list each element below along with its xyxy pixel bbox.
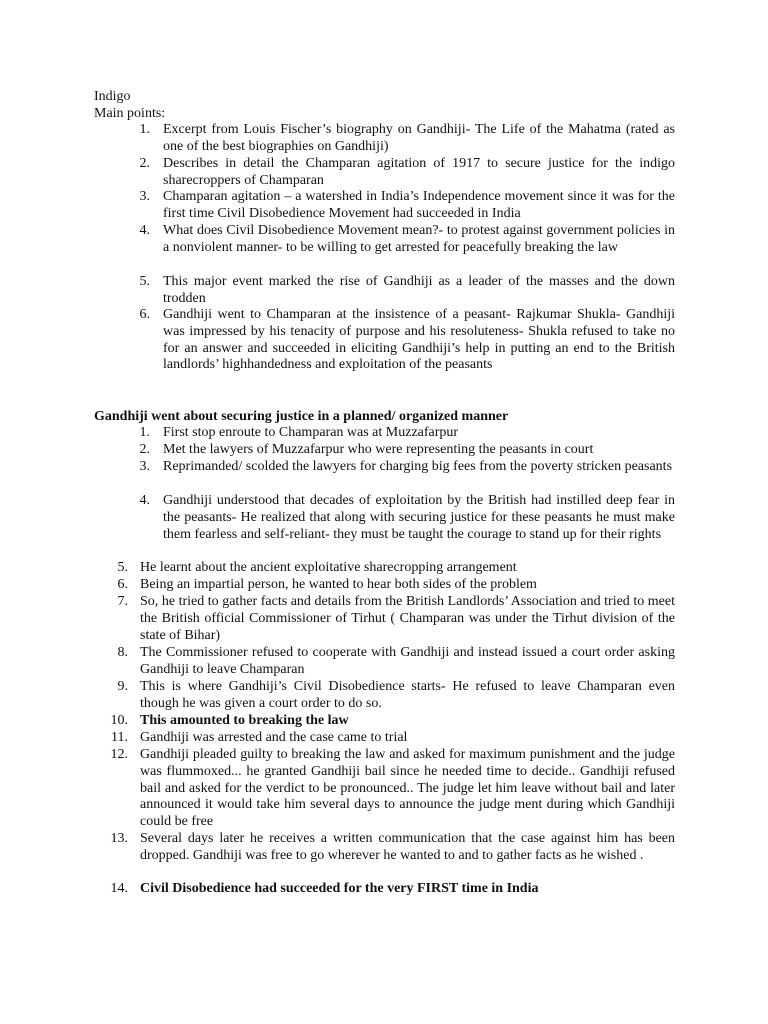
item-text: Describes in detail the Champaran agitation of 1917 to secure justice for the indigo sharecroppers of Champaran	[163, 156, 675, 188]
document-title: Indigo	[94, 89, 131, 104]
item-text: Champaran agitation – a watershed in India’s Independence movement since it was for the first time Civil Disobedience Movement had succeeded in India	[163, 189, 675, 221]
item-number: 13.	[110, 831, 128, 846]
item-text: This amounted to breaking the law	[140, 713, 349, 728]
item-number: 2.	[139, 156, 150, 171]
item-text: Met the lawyers of Muzzafarpur who were representing the peasants in court	[163, 442, 594, 457]
item-number: 10.	[110, 713, 128, 728]
item-number: 14.	[110, 881, 128, 896]
item-text: This major event marked the rise of Gandhiji as a leader of the masses and the down trodden	[163, 274, 675, 306]
item-text: Civil Disobedience had succeeded for the very FIRST time in India	[140, 881, 539, 896]
document-subtitle: Main points:	[94, 106, 166, 121]
item-number: 6.	[117, 577, 128, 592]
item-number: 7.	[117, 594, 128, 609]
item-number: 9.	[117, 679, 128, 694]
item-text: This is where Gandhiji’s Civil Disobedience starts- He refused to leave Champaran even though he was given a court order to do so.	[140, 679, 675, 711]
item-number: 2.	[139, 442, 150, 457]
item-number: 1.	[139, 425, 150, 440]
item-number: 4.	[139, 223, 150, 238]
item-number: 6.	[139, 307, 150, 322]
item-number: 12.	[110, 747, 128, 762]
item-text: Several days later he receives a written communication that the case against him has been dropped. Gandhiji was free to go wherever he wanted to and to gather facts as he wished .	[140, 831, 675, 863]
item-text: He learnt about the ancient exploitative sharecropping arrangement	[140, 560, 517, 575]
item-text: The Commissioner refused to cooperate with Gandhiji and instead issued a court order asking Gandhiji to leave Champaran	[140, 645, 675, 677]
item-number: 4.	[139, 493, 150, 508]
item-number: 1.	[139, 122, 150, 137]
item-number: 5.	[139, 274, 150, 289]
item-number: 5.	[117, 560, 128, 575]
item-number: 3.	[139, 189, 150, 204]
item-text: Gandhiji went to Champaran at the insistence of a peasant- Rajkumar Shukla- Gandhiji was impressed by his tenacity of purpose and his resoluteness- Shukla refused to take no for an answer and succeeded in eliciting Gandhiji’s help in putting an end to the British landlords’ highhandedness and exploitation of the peasants	[163, 307, 675, 373]
item-text: So, he tried to gather facts and details from the British Landlords’ Association and tried to meet the British official Commissioner of Tirhut ( Champaran was under the Tirhut division of the state of Bihar)	[140, 594, 675, 643]
item-number: 3.	[139, 459, 150, 474]
section-heading: Gandhiji went about securing justice in a planned/ organized manner	[94, 409, 509, 424]
item-text: Gandhiji was arrested and the case came to trial	[140, 730, 408, 745]
item-number: 8.	[117, 645, 128, 660]
item-text: Gandhiji pleaded guilty to breaking the law and asked for maximum punishment and the judge was flummoxed... he granted Gandhiji bail since he needed time to decide.. Gandhiji refused bail and asked for the verdict to be pronounced.. The judge let him leave without bail and later announced it would take him several days to announce the judge ment during which Gandhiji could be free	[140, 747, 675, 830]
item-text: First stop enroute to Champaran was at Muzzafarpur	[163, 425, 459, 440]
item-text: Excerpt from Louis Fischer’s biography on Gandhiji- The Life of the Mahatma (rated as one of the best biographies on Gandhiji)	[163, 122, 675, 154]
item-text: Gandhiji understood that decades of exploitation by the British had instilled deep fear in the peasants- He realized that along with securing justice for these peasants he must make them fearless and self-reliant- they must be taught the courage to stand up for their rights	[163, 493, 675, 542]
item-text: Being an impartial person, he wanted to hear both sides of the problem	[140, 577, 537, 592]
item-text: What does Civil Disobedience Movement mean?- to protest against government policies in a nonviolent manner- to be willing to get arrested for peacefully breaking the law	[163, 223, 675, 255]
item-number: 11.	[111, 730, 128, 745]
item-text: Reprimanded/ scolded the lawyers for charging big fees from the poverty stricken peasants	[163, 459, 673, 474]
